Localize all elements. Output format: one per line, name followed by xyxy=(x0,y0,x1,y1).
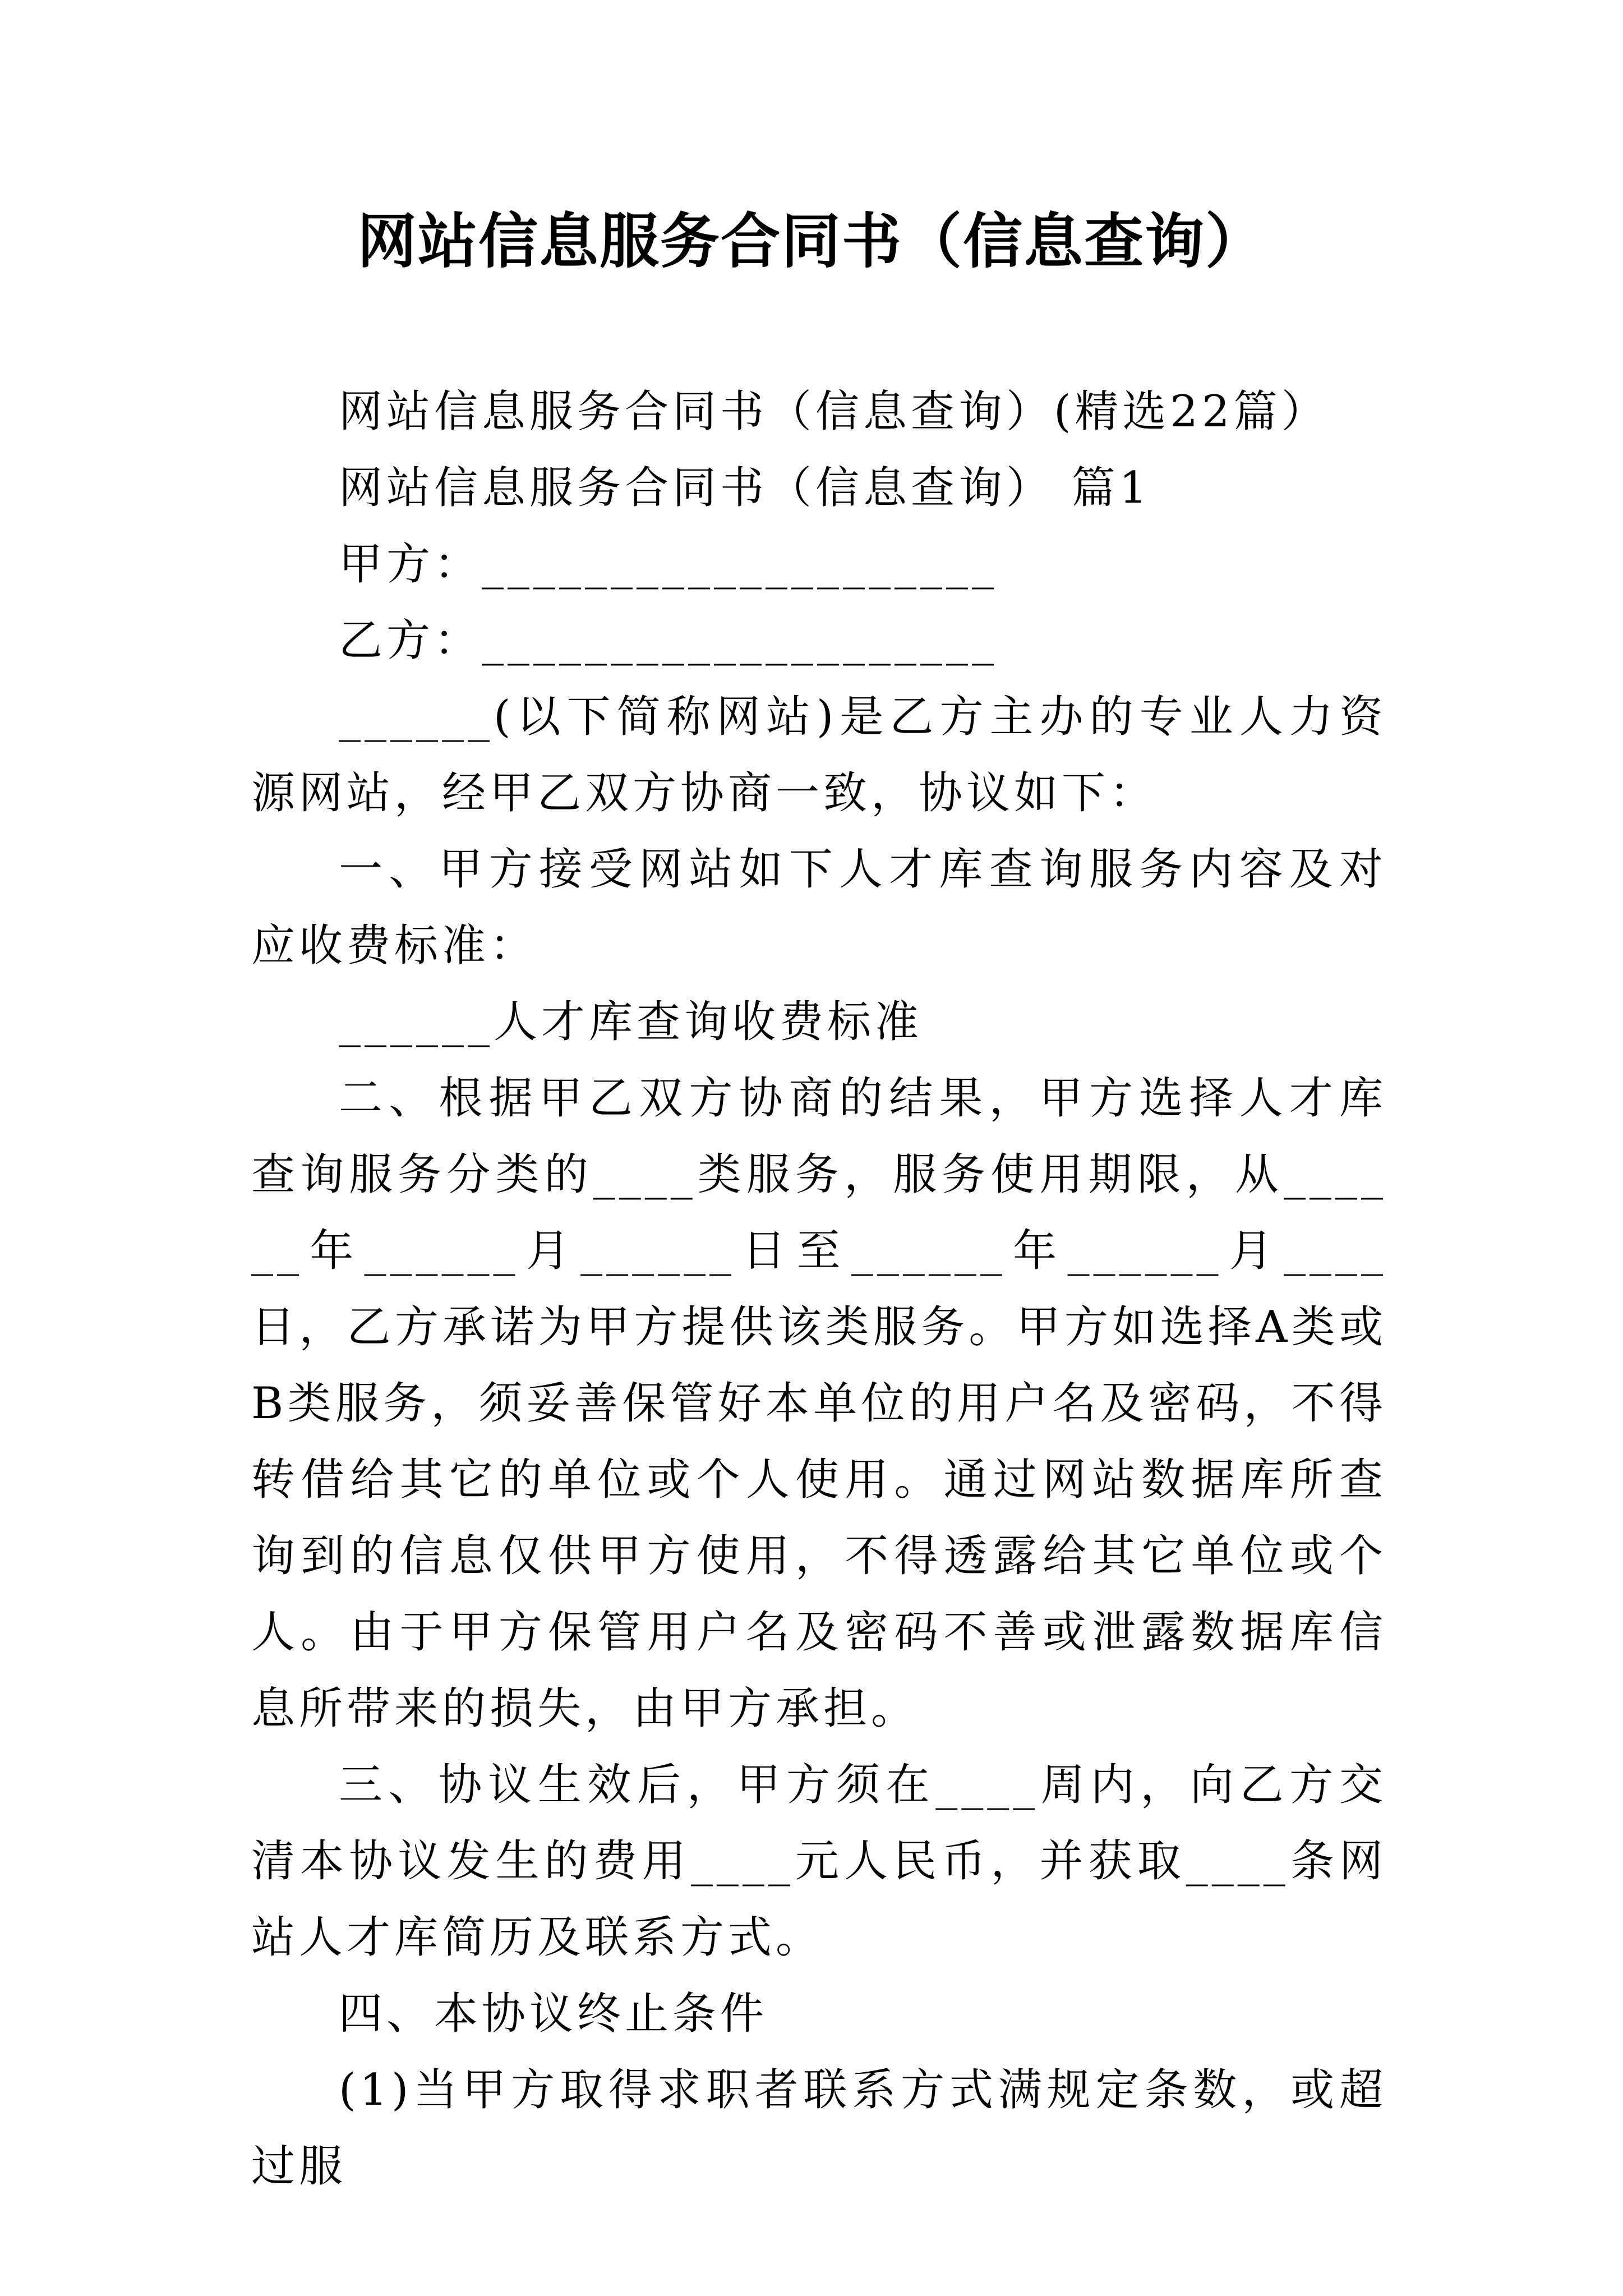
clause-2-paragraph: 二、根据甲乙双方协商的结果，甲方选择人才库查询服务分类的____类服务，服务使用期限，从______年______月______日至______年______月____日，乙方承诺为甲方提供该类服务。甲方如选择A类或B类服务，须妥善保管好本单位的用户名及密码，不得转借给其它的单位或个人使用。通过网站数据库所查询到的信息仅供甲方使用，不得透露给其它单位或个人。由于甲方保管用户名及密码不善或泄露数据库信息所带来的损失，由甲方承担。 xyxy=(251,1073,1387,1734)
clause-3-paragraph: 三、协议生效后，甲方须在____周内，向乙方交清本协议发生的费用____元人民币，并获取____条网站人才库简历及联系方式。 xyxy=(251,1760,1387,1963)
document-body xyxy=(251,374,1387,2205)
clause-4-heading: 四、本协议终止条件 xyxy=(339,1989,768,2039)
party-b-line: 乙方：____________________ xyxy=(339,615,998,666)
document-title: 网站信息服务合同书（信息查询） xyxy=(357,206,1266,276)
party-a-line: 甲方：____________________ xyxy=(339,539,998,590)
clause-1-paragraph: 一、甲方接受网站如下人才库查询服务内容及对应收费标准： xyxy=(251,844,1387,971)
fee-standard-line: ______人才库查询收费标准 xyxy=(339,997,923,1047)
subtitle-line: 网站信息服务合同书（信息查询）(精选22篇） xyxy=(339,386,1329,437)
clause-4-item-1: (1)当甲方取得求职者联系方式满规定条数，或超过服 xyxy=(251,2065,1387,2192)
intro-paragraph: ______(以下简称网站)是乙方主办的专业人力资源网站，经甲乙双方协商一致，协议如下： xyxy=(251,692,1387,818)
section-heading: 网站信息服务合同书（信息查询） 篇1 xyxy=(339,463,1151,513)
